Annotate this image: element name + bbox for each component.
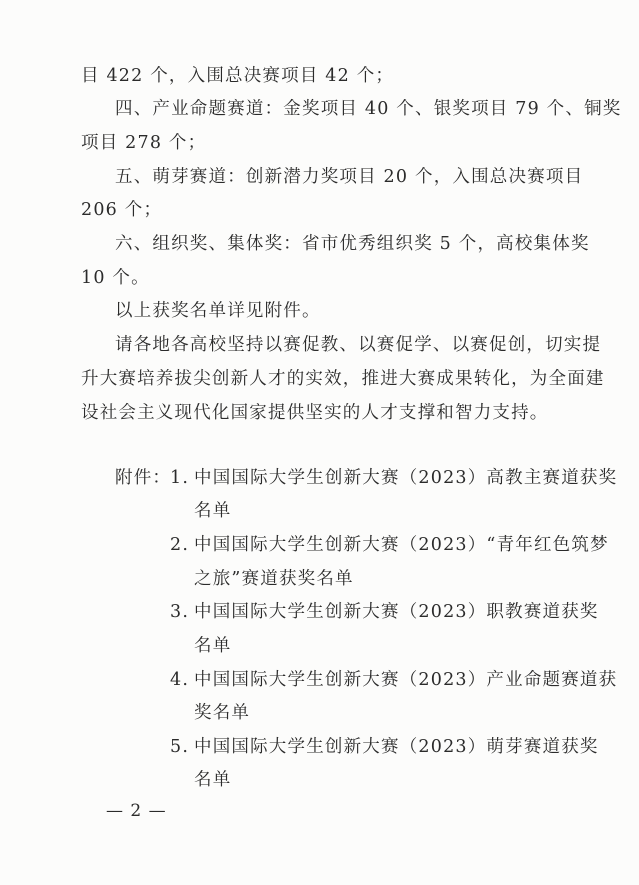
- body-line: 10 个。: [81, 268, 150, 288]
- attachment-title-cont: 名单: [194, 636, 232, 656]
- attachment-title-cont: 名单: [194, 501, 232, 521]
- attachment-number: 3.: [170, 602, 190, 622]
- attachment-number: 4.: [170, 670, 190, 690]
- attachment-title: 中国国际大学生创新大赛（2023）萌芽赛道获奖: [194, 737, 599, 757]
- body-line: 206 个；: [81, 200, 163, 220]
- attachments-label: 附件：: [115, 468, 172, 488]
- body-line: 设社会主义现代化国家提供坚实的人才支撑和智力支持。: [81, 403, 549, 423]
- attachment-number: 2.: [170, 535, 190, 555]
- body-line: 升大赛培养拔尖创新人才的实效，推进大赛成果转化，为全面建: [81, 369, 605, 389]
- attachment-title: 中国国际大学生创新大赛（2023）“青年红色筑梦: [194, 535, 609, 555]
- page-number: — 2 —: [106, 801, 167, 821]
- body-line: 五、萌芽赛道：创新潜力奖项目 20 个，入围总决赛项目: [115, 167, 584, 187]
- attachment-title-cont: 名单: [194, 770, 232, 790]
- attachment-title: 中国国际大学生创新大赛（2023）产业命题赛道获: [194, 670, 618, 690]
- attachment-number: 1.: [170, 468, 190, 488]
- attachment-title: 中国国际大学生创新大赛（2023）职教赛道获奖: [194, 602, 599, 622]
- body-line: 以上获奖名单详见附件。: [115, 301, 321, 321]
- attachment-number: 5.: [170, 737, 190, 757]
- body-line: 项目 278 个；: [81, 133, 207, 153]
- body-line: 六、组织奖、集体奖：省市优秀组织奖 5 个，高校集体奖: [115, 234, 590, 254]
- body-line: 四、产业命题赛道：金奖项目 40 个、银奖项目 79 个、铜奖: [115, 99, 622, 119]
- attachment-title-cont: 奖名单: [194, 703, 251, 723]
- body-line: 请各地各高校坚持以赛促教、以赛促学、以赛促创，切实提: [115, 335, 602, 355]
- body-line: 目 422 个，入围总决赛项目 42 个；: [81, 66, 395, 86]
- attachment-title-cont: 之旅”赛道获奖名单: [194, 569, 354, 589]
- attachment-title: 中国国际大学生创新大赛（2023）高教主赛道获奖: [194, 468, 618, 488]
